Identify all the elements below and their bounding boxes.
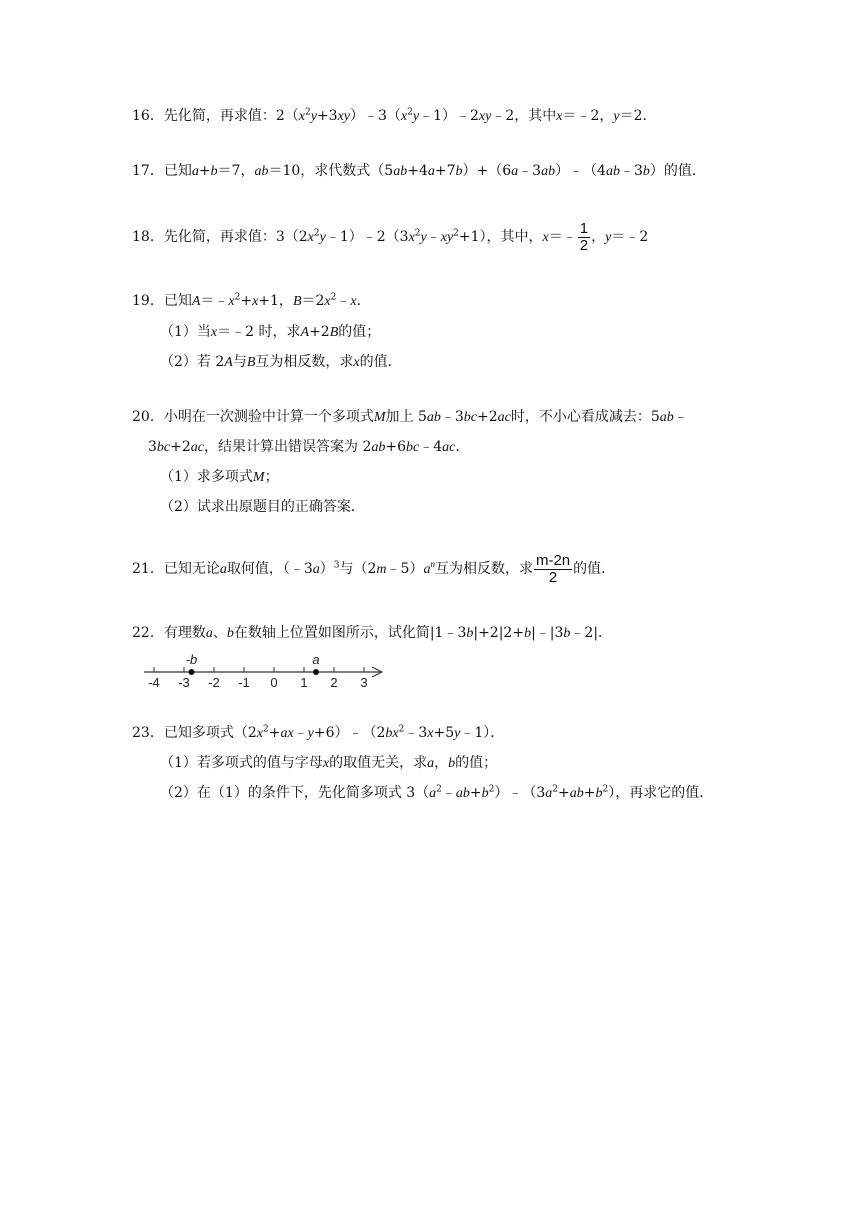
number-line-point-a	[313, 669, 319, 675]
text: ﹣	[293, 725, 308, 741]
question-23-part-1	[160, 753, 497, 774]
text: +2	[309, 324, 330, 340]
var: x	[350, 294, 357, 309]
var: y	[310, 109, 317, 124]
text: ﹣	[673, 409, 688, 425]
text: +7	[434, 163, 456, 179]
var: B	[329, 325, 339, 340]
text: 互为相反数，求	[255, 354, 354, 370]
question-16	[132, 106, 657, 127]
text: ＝2	[301, 293, 325, 309]
question-23	[132, 723, 504, 744]
var: b	[455, 164, 463, 179]
number-line-tick-label: 3	[360, 675, 368, 690]
text: 、	[212, 625, 227, 641]
text: （2）若 2	[160, 354, 225, 370]
var: B	[292, 294, 302, 309]
text: ＝2．	[619, 108, 657, 124]
var: b	[642, 164, 650, 179]
var: A	[191, 294, 201, 309]
fraction-numerator: 1	[579, 219, 589, 237]
exp: n	[430, 559, 435, 570]
var: M	[373, 410, 386, 425]
question-21	[132, 552, 615, 587]
text: ﹣3	[518, 163, 542, 179]
var: y	[420, 230, 427, 245]
var: x	[228, 294, 235, 309]
question-number: 18．	[132, 229, 164, 245]
text: （1）求多项式	[160, 469, 253, 485]
number-line-point-a-label: a	[312, 652, 320, 667]
question-number: 21．	[132, 561, 164, 577]
text: +1，	[258, 293, 293, 309]
text: +2	[477, 409, 498, 425]
question-20-line-2	[148, 437, 469, 458]
text: 在数轴上位置如图所示，试化简|1﹣3	[233, 625, 467, 641]
text: ﹣1）．	[460, 725, 505, 741]
text: +	[583, 785, 596, 801]
text: ，	[434, 755, 449, 771]
var: ac	[442, 440, 456, 455]
number-line-figure	[142, 650, 392, 692]
var: A	[300, 325, 310, 340]
question-23-part-2	[160, 783, 713, 804]
text: ＝﹣2 时，求	[217, 324, 301, 340]
text: （2）试求出原题目的正确答案．	[160, 499, 365, 515]
var: b	[226, 626, 234, 641]
text: 小明在一次测验中计算一个多项式	[163, 409, 374, 425]
text: 已知	[163, 163, 192, 179]
var: x	[307, 230, 314, 245]
var: A	[224, 355, 233, 370]
number-line-tick-label: 2	[330, 675, 338, 690]
var: b	[466, 626, 474, 641]
text: ＝﹣2，	[562, 108, 614, 124]
var: xy	[440, 230, 454, 245]
var: x	[556, 109, 563, 124]
text: 先化简，再求值：3（2	[163, 229, 308, 245]
text: 先化简，再求值：2（	[163, 108, 299, 124]
question-18	[132, 220, 648, 255]
var: b	[524, 626, 532, 641]
text: ）﹣3（	[350, 108, 401, 124]
var: b	[210, 164, 218, 179]
text: ）﹣（3	[494, 785, 546, 801]
text: ．	[356, 293, 371, 309]
text: ）的值．	[649, 163, 706, 179]
number-line-tick-label: 1	[300, 675, 308, 690]
var: M	[252, 470, 265, 485]
var: ac	[497, 410, 511, 425]
var: a	[205, 626, 213, 641]
text: ﹣2，其中	[491, 108, 557, 124]
var: b	[595, 786, 603, 801]
text: +3	[316, 108, 338, 124]
question-17: 17．已知a+b＝7，ab＝10，求代数式（5ab+4a+7b）+（6a﹣3ab）﹣（4ab﹣3b）的值．	[132, 163, 706, 179]
text: ＝7，	[217, 163, 255, 179]
text: ＝﹣	[548, 229, 577, 245]
fraction-m-minus-2n-over-2	[534, 553, 572, 586]
var: bc	[463, 410, 477, 425]
var: ab	[254, 164, 269, 179]
text: （2）在（1）的条件下，先化简多项式 3（	[160, 785, 430, 801]
text: ﹣3	[619, 163, 643, 179]
exp: 2	[453, 228, 459, 239]
text: +	[469, 785, 482, 801]
var: B	[246, 355, 256, 370]
text: 的取值无关，求	[329, 755, 428, 771]
var: ab	[659, 410, 674, 425]
text: ﹣1）﹣2（3	[325, 229, 409, 245]
text: +5	[433, 725, 455, 741]
var: y	[307, 726, 314, 741]
var: x	[408, 230, 415, 245]
text: +6）﹣（2	[313, 725, 386, 741]
var: x	[400, 109, 408, 124]
text: 加上 5	[385, 409, 427, 425]
var: y	[613, 109, 620, 124]
text: |+2|2+	[473, 625, 525, 641]
var: b	[448, 756, 456, 771]
var: y	[412, 109, 420, 124]
text: ﹣4	[419, 439, 443, 455]
question-number: 16．	[132, 108, 164, 124]
text: 已知多项式（2	[163, 725, 257, 741]
var: xy	[478, 109, 492, 124]
text: ﹣1）﹣2	[419, 108, 479, 124]
exp: 2	[602, 784, 609, 795]
text: ＝﹣	[200, 293, 229, 309]
var: a	[191, 164, 199, 179]
exp: 2	[414, 228, 421, 239]
text: （1）若多项式的值与字母	[160, 755, 323, 771]
question-20	[132, 407, 688, 428]
text: 的值．	[359, 354, 402, 370]
var: b	[481, 786, 489, 801]
var: ab	[541, 164, 556, 179]
exp: 2	[313, 228, 320, 239]
fraction-one-half	[578, 221, 590, 254]
text: 与（2	[339, 561, 377, 577]
text: ﹣5）	[386, 561, 424, 577]
var: ab	[371, 440, 386, 455]
var: x	[210, 325, 218, 340]
question-22	[132, 623, 612, 644]
text: 时，不小心看成减去：5	[510, 409, 660, 425]
var: y	[319, 230, 326, 245]
question-20-part-2	[160, 497, 365, 517]
text: +	[268, 725, 281, 741]
question-number: 19．	[132, 293, 164, 309]
text: 的值；	[455, 755, 498, 771]
text: ﹣	[426, 229, 441, 245]
var: x	[252, 294, 259, 309]
var: ab	[455, 786, 470, 801]
var: a	[312, 562, 320, 577]
text: ＝10，求代数式（5	[268, 163, 394, 179]
fraction-denominator: 2	[548, 568, 558, 586]
text: ﹣	[336, 293, 351, 309]
text: 已知无论	[163, 561, 220, 577]
text: ﹣3	[404, 725, 428, 741]
question-20-part-1	[160, 467, 279, 488]
fraction-numerator: m-2n	[535, 551, 571, 569]
text: ）+（6	[462, 163, 512, 179]
var: a	[427, 756, 435, 771]
exp: 2	[234, 292, 241, 303]
var: ab	[426, 410, 441, 425]
text: 与	[232, 354, 247, 370]
var: a	[511, 164, 519, 179]
number-line-tick-label: -2	[208, 675, 220, 690]
exp: 2	[488, 784, 495, 795]
text: ），再求它的值．	[608, 785, 714, 801]
number-line-point-neg-b-label: -b	[185, 652, 198, 667]
text: ﹣3	[440, 409, 464, 425]
text: 的值；	[338, 324, 381, 340]
exp: 2	[330, 292, 337, 303]
text: +4	[407, 163, 428, 179]
var: ab	[393, 164, 408, 179]
question-number: 22．	[132, 625, 164, 641]
text: 已知	[163, 293, 192, 309]
exp: 2	[398, 724, 405, 735]
text: （1）当	[160, 324, 211, 340]
var: ab	[569, 786, 584, 801]
exp: 2	[407, 107, 413, 118]
text: +	[240, 293, 253, 309]
var: a	[219, 562, 227, 577]
text: ）﹣（4	[555, 163, 606, 179]
var: ac	[190, 440, 204, 455]
var: xy	[337, 109, 350, 124]
exp: 2	[262, 724, 269, 735]
var: b	[563, 626, 571, 641]
question-number: 20．	[132, 409, 164, 425]
var: a	[429, 786, 437, 801]
exp: 2	[552, 784, 559, 795]
exp: 2	[304, 107, 311, 118]
var: x	[322, 756, 330, 771]
var: x	[256, 726, 263, 741]
question-19	[132, 291, 371, 312]
text: +1），其中，	[458, 229, 543, 245]
var: ab	[605, 164, 620, 179]
text: ；	[264, 469, 279, 485]
var: bc	[156, 440, 171, 455]
question-number: 17．	[132, 163, 164, 179]
var: x	[298, 109, 305, 124]
var: a	[427, 164, 435, 179]
var: m	[376, 562, 387, 577]
text: ，结果计算出错误答案为 2	[204, 439, 372, 455]
var: y	[454, 726, 461, 741]
text: 取何值，（﹣3	[226, 561, 313, 577]
text: 互为相反数，求	[434, 561, 533, 577]
var: x	[427, 726, 434, 741]
text: |﹣|3	[531, 625, 564, 641]
text: +2	[170, 439, 191, 455]
fraction-denominator: 2	[579, 236, 589, 254]
var: y	[605, 230, 612, 245]
number-line-tick-label: 0	[270, 675, 278, 690]
number-line-tick-label: -1	[238, 675, 250, 690]
text: ﹣	[441, 785, 456, 801]
text: ）	[319, 561, 334, 577]
text: 的值．	[573, 561, 616, 577]
question-number: 23．	[132, 725, 164, 741]
text: 有理数	[163, 625, 206, 641]
number-line-point-neg-b	[189, 669, 195, 675]
text: ．	[455, 439, 470, 455]
text: ＝﹣2	[611, 229, 649, 245]
exp: 2	[436, 784, 442, 795]
text: +	[558, 785, 570, 801]
var: x	[542, 230, 549, 245]
question-19-part-2	[160, 352, 402, 373]
text: ﹣2|．	[570, 625, 613, 641]
text: ，	[591, 229, 606, 245]
text: 3	[148, 439, 157, 455]
number-line-tick-label: -4	[148, 675, 160, 690]
var: a	[545, 786, 553, 801]
var: bc	[406, 440, 420, 455]
exp: 3	[333, 560, 340, 571]
var: ax	[280, 726, 294, 741]
var: x	[324, 294, 331, 309]
number-line-tick-label: -3	[178, 675, 190, 690]
question-19-part-1	[160, 322, 380, 343]
var: bx	[385, 726, 399, 741]
text: +6	[385, 439, 406, 455]
var: a	[423, 562, 431, 577]
var: x	[353, 355, 360, 370]
